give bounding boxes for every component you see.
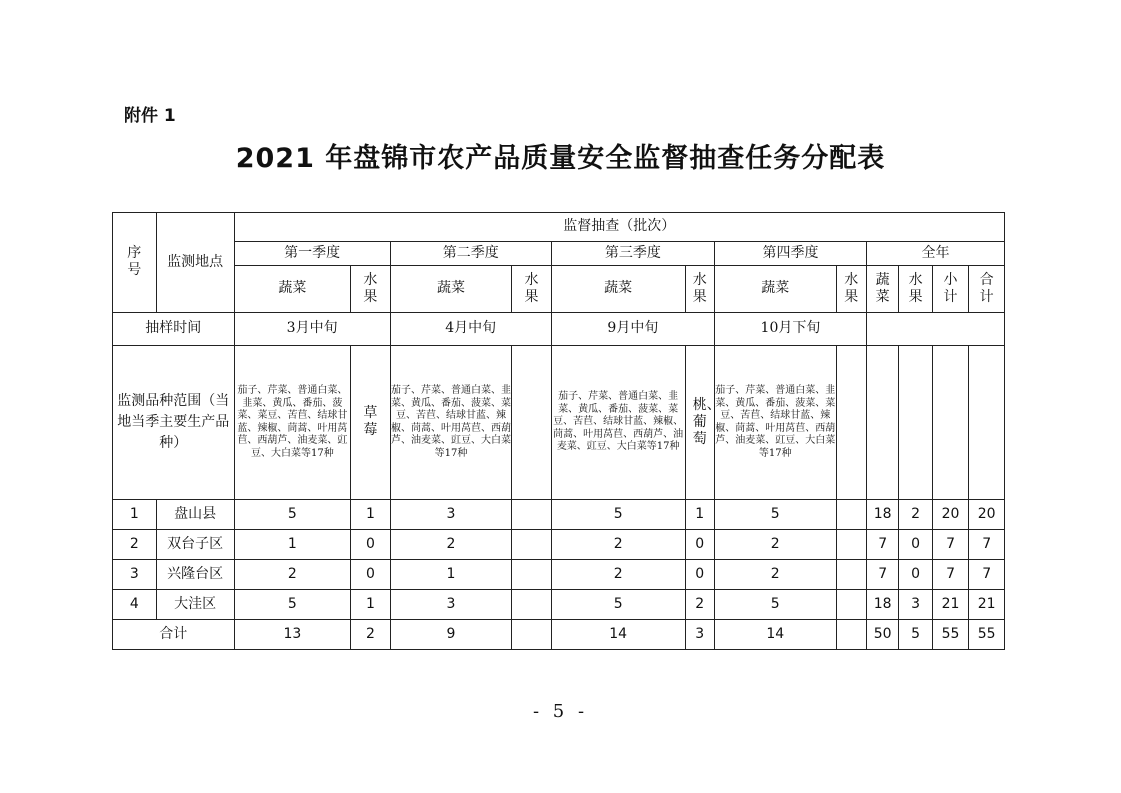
row-q3-fruit: 2 [685, 590, 714, 620]
row-q3-fruit: 0 [685, 560, 714, 590]
row-q2-veg: 2 [390, 530, 512, 560]
total-year-total: 55 [969, 620, 1005, 650]
total-label: 合计 [113, 620, 235, 650]
q3-fruit-header: 水果 [685, 266, 714, 313]
row-year-fruit: 3 [899, 590, 932, 620]
row-q2-fruit [512, 530, 552, 560]
row-year-fruit: 0 [899, 530, 932, 560]
row-q4-veg: 5 [714, 500, 836, 530]
year-fruit-header: 水果 [899, 266, 932, 313]
row-year-subtotal: 21 [932, 590, 968, 620]
row-year-subtotal: 7 [932, 560, 968, 590]
row-q1-fruit: 0 [351, 560, 391, 590]
row-no: 2 [113, 530, 157, 560]
row-no: 3 [113, 560, 157, 590]
row-q4-veg: 2 [714, 560, 836, 590]
scope-year-subtotal [932, 346, 968, 500]
table-row [113, 530, 1005, 560]
quarter-2-header: 第二季度 [390, 242, 551, 266]
document-title: 2021 年盘锦市农产品质量安全监督抽查任务分配表 [235, 143, 886, 174]
row-q1-fruit: 0 [351, 530, 391, 560]
table-row [113, 500, 1005, 530]
scope-q2-veg: 茄子、芹菜、普通白菜、韭菜、黄瓜、番茄、菠菜、菜豆、苦苣、结球甘蓝、辣椒、茼蒿、叶用莴苣、西葫芦、油麦菜、豇豆、大白菜等17种 [390, 346, 512, 500]
scope-q3-veg: 茄子、芹菜、普通白菜、韭菜、黄瓜、番茄、菠菜、菜豆、苦苣、结球甘蓝、辣椒、茼蒿、叶用莴苣、西葫芦、油麦菜、豇豆、大白菜等17种 [551, 346, 685, 500]
row-q3-veg: 2 [551, 530, 685, 560]
row-year-veg: 7 [866, 530, 898, 560]
scope-year-total [969, 346, 1005, 500]
row-q1-fruit: 1 [351, 500, 391, 530]
total-q3-fruit: 3 [685, 620, 714, 650]
row-q4-veg: 2 [714, 530, 836, 560]
row-q1-veg: 1 [234, 530, 351, 560]
row-q1-fruit: 1 [351, 590, 391, 620]
sampling-time-q1: 3月中旬 [234, 313, 390, 346]
total-year-subtotal: 55 [932, 620, 968, 650]
year-total-header: 合计 [969, 266, 1005, 313]
row-year-subtotal: 7 [932, 530, 968, 560]
q4-fruit-header: 水果 [836, 266, 866, 313]
row-year-total: 21 [969, 590, 1005, 620]
row-q2-veg: 1 [390, 560, 512, 590]
row-q1-veg: 5 [234, 590, 351, 620]
row-q2-fruit [512, 590, 552, 620]
year-subtotal-header: 小计 [932, 266, 968, 313]
quarter-1-header: 第一季度 [234, 242, 390, 266]
task-allocation-table [112, 212, 1005, 650]
row-year-fruit: 2 [899, 500, 932, 530]
total-q4-veg: 14 [714, 620, 836, 650]
attachment-label: 附件 1 [124, 106, 176, 126]
row-year-veg: 18 [866, 500, 898, 530]
total-q1-veg: 13 [234, 620, 351, 650]
quarter-3-header: 第三季度 [551, 242, 714, 266]
row-year-total: 20 [969, 500, 1005, 530]
scope-q3-fruit: 桃、葡萄 [685, 346, 714, 500]
scope-year-veg [866, 346, 898, 500]
quarter-4-header: 第四季度 [714, 242, 866, 266]
page-number: - 5 - [532, 701, 589, 722]
row-q1-veg: 5 [234, 500, 351, 530]
row-site: 大洼区 [156, 590, 234, 620]
total-q2-veg: 9 [390, 620, 512, 650]
row-year-fruit: 0 [899, 560, 932, 590]
row-q2-fruit [512, 560, 552, 590]
total-q3-veg: 14 [551, 620, 685, 650]
row-q2-veg: 3 [390, 500, 512, 530]
scope-year-fruit [899, 346, 932, 500]
row-q3-fruit: 0 [685, 530, 714, 560]
q1-veg-header: 蔬菜 [234, 266, 351, 313]
row-q2-veg: 3 [390, 590, 512, 620]
row-q4-fruit [836, 560, 866, 590]
sampling-time-q3: 9月中旬 [551, 313, 714, 346]
row-q3-fruit: 1 [685, 500, 714, 530]
scope-q4-veg: 茄子、芹菜、普通白菜、韭菜、黄瓜、番茄、菠菜、菜豆、苦苣、结球甘蓝、辣椒、茼蒿、叶用莴苣、西葫芦、油麦菜、豇豆、大白菜等17种 [714, 346, 836, 500]
table-row [113, 590, 1005, 620]
total-row [113, 620, 1005, 650]
table-row [113, 560, 1005, 590]
q2-veg-header: 蔬菜 [390, 266, 512, 313]
row-q2-fruit [512, 500, 552, 530]
row-q4-veg: 5 [714, 590, 836, 620]
total-q2-fruit [512, 620, 552, 650]
sampling-time-q2: 4月中旬 [390, 313, 551, 346]
row-year-total: 7 [969, 560, 1005, 590]
total-year-veg: 50 [866, 620, 898, 650]
q3-veg-header: 蔬菜 [551, 266, 685, 313]
scope-q2-fruit [512, 346, 552, 500]
total-year-fruit: 5 [899, 620, 932, 650]
year-veg-header: 蔬菜 [866, 266, 898, 313]
row-year-total: 7 [969, 530, 1005, 560]
row-q4-fruit [836, 530, 866, 560]
row-q4-fruit [836, 500, 866, 530]
row-q3-veg: 5 [551, 590, 685, 620]
seq-header: 序号 [113, 213, 157, 313]
q4-veg-header: 蔬菜 [714, 266, 836, 313]
row-no: 4 [113, 590, 157, 620]
year-header: 全年 [866, 242, 1004, 266]
row-site: 双台子区 [156, 530, 234, 560]
scope-q4-fruit [836, 346, 866, 500]
row-q3-veg: 5 [551, 500, 685, 530]
row-no: 1 [113, 500, 157, 530]
row-q4-fruit [836, 590, 866, 620]
sampling-time-year [866, 313, 1004, 346]
scope-label: 监测品种范围（当地当季主要生产品种） [113, 346, 235, 500]
sampling-time-label: 抽样时间 [113, 313, 235, 346]
group-header: 监督抽查（批次） [234, 213, 1004, 242]
scope-q1-fruit: 草莓 [351, 346, 391, 500]
row-site: 盘山县 [156, 500, 234, 530]
row-q3-veg: 2 [551, 560, 685, 590]
row-year-veg: 18 [866, 590, 898, 620]
site-header: 监测地点 [156, 213, 234, 313]
row-q1-veg: 2 [234, 560, 351, 590]
row-year-veg: 7 [866, 560, 898, 590]
q1-fruit-header: 水果 [351, 266, 391, 313]
total-q4-fruit [836, 620, 866, 650]
q2-fruit-header: 水果 [512, 266, 552, 313]
sampling-time-q4: 10月下旬 [714, 313, 866, 346]
row-site: 兴隆台区 [156, 560, 234, 590]
scope-q1-veg: 茄子、芹菜、普通白菜、韭菜、黄瓜、番茄、菠菜、菜豆、苦苣、结球甘蓝、辣椒、茼蒿、叶用莴苣、西葫芦、油麦菜、豇豆、大白菜等17种 [234, 346, 351, 500]
total-q1-fruit: 2 [351, 620, 391, 650]
row-year-subtotal: 20 [932, 500, 968, 530]
